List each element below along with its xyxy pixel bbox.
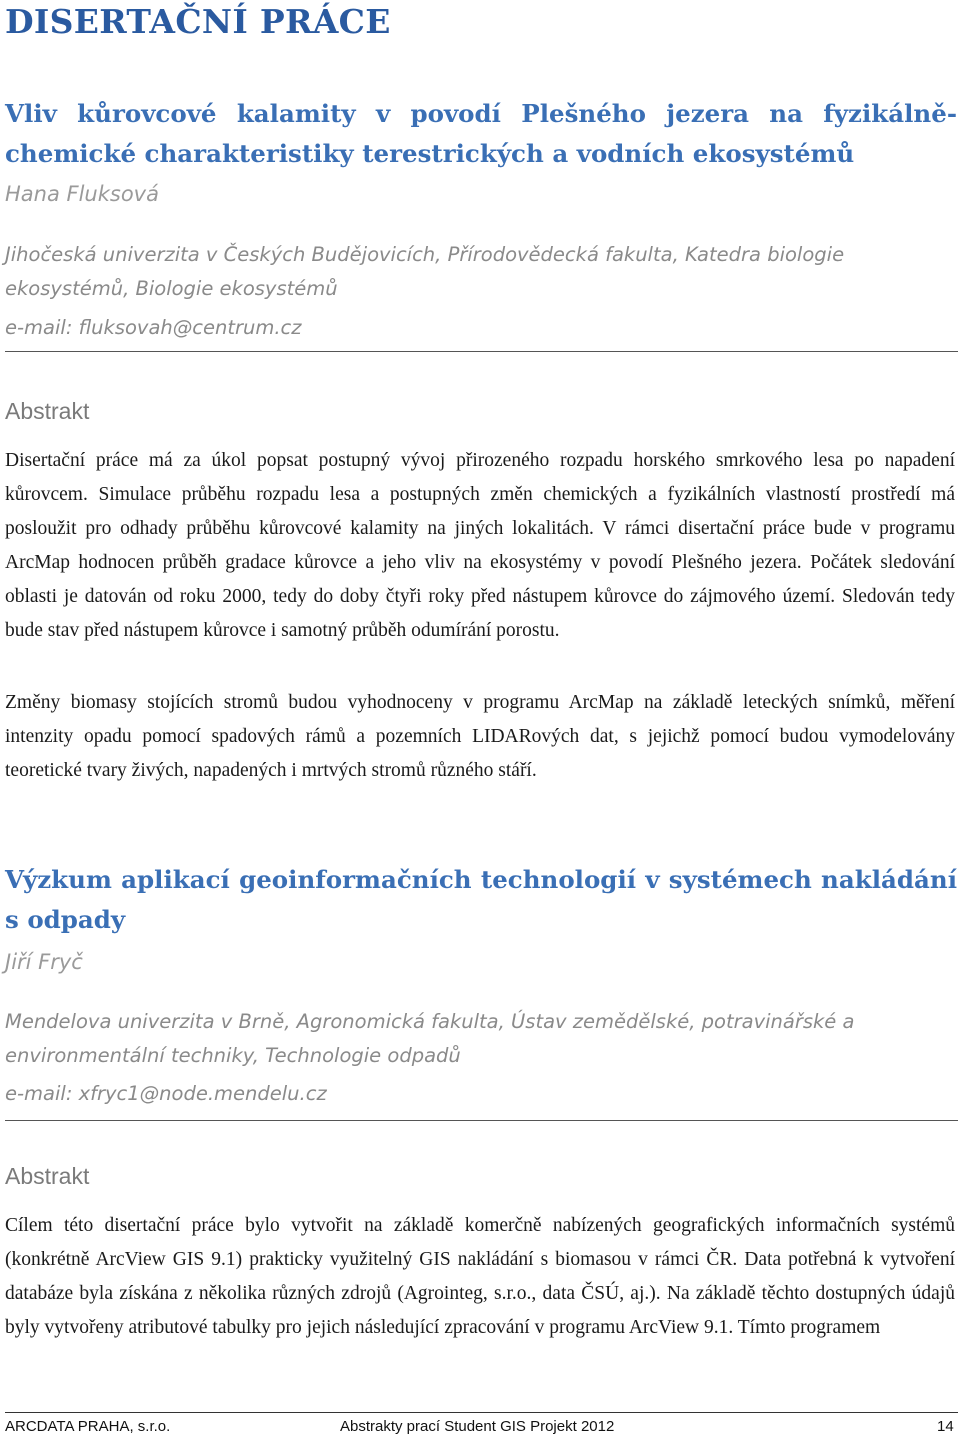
section-1-paragraph-1: Disertační práce má za úkol popsat postupný vývoj přirozeného rozpadu horského smrkového lesa po napadení kůrovcem. Simulace průběhu rozpadu lesa a postupných změn chemických a fyzikálních vlastností prostředí má posloužit pro odhady průběhu kůrovcové kalamity na jiných lokalitách. V rámci disertační práce bude v programu ArcMap hodnocen průběh gradace kůrovce a jeho vliv na ekosystémy v povodí Plešného jezera. Počátek sledování oblasti je datován od roku 2000, tedy do doby čtyři roky před nástupem kůrovce do zájmového území. Sledován tedy bude stav před nástupem kůrovce i samotný průběh odumírání porostu. xyxy=(5,450,955,641)
section-1-email[interactable]: e-mail: fluksovah@centrum.cz xyxy=(5,316,302,339)
section-1-author: Hana Fluksová xyxy=(5,182,159,206)
section-2-divider xyxy=(5,1120,958,1121)
section-1-paragraph-2: Změny biomasy stojících stromů budou vyhodnoceny v programu ArcMap na základě leteckých snímků, měření intenzity opadu pomocí spadových rámů a pozemních LIDARových dat, s jejichž pomocí budou vymodelovány teoretické tvary živých, napadených i mrtvých stromů různého stáří. xyxy=(5,692,955,781)
page-title: DISERTAČNÍ PRÁCE xyxy=(5,2,391,41)
footer-publication: Abstrakty prací Student GIS Projekt 2012 xyxy=(340,1418,615,1435)
section-2-email[interactable]: e-mail: xfryc1@node.mendelu.cz xyxy=(5,1082,327,1105)
section-1-divider xyxy=(5,351,958,352)
section-2-affiliation: Mendelova univerzita v Brně, Agronomická fakulta, Ústav zemědělské, potravinářské a environmentální techniky, Technologie odpadů xyxy=(5,1010,855,1067)
footer-publisher: ARCDATA PRAHA, s.r.o. xyxy=(5,1418,171,1435)
section-1-title: Vliv kůrovcové kalamity v povodí Plešného jezera na fyzikálně-chemické charakteristiky terestrických a vodních ekosystémů xyxy=(5,99,957,168)
footer-divider xyxy=(5,1412,958,1413)
section-2-abstract-heading: Abstrakt xyxy=(5,1163,90,1189)
section-2-title: Výzkum aplikací geoinformačních technologií v systémech nakládání s odpady xyxy=(5,865,957,934)
section-1-affiliation: Jihočeská univerzita v Českých Budějovicích, Přírodovědecká fakulta, Katedra biologie ekosystémů, Biologie ekosystémů xyxy=(5,243,845,300)
section-2-author: Jiří Fryč xyxy=(5,950,83,974)
section-2-paragraph-1: Cílem této disertační práce bylo vytvořit na základě komerčně nabízených geografických informačních systémů (konkrétně ArcView GIS 9.1) prakticky využitelný GIS nakládání s biomasou v rámci ČR. Data potřebná k vytvoření databáze byla získána z několika různých zdrojů (Agrointeg, s.r.o., data ČSÚ, aj.). Na základě těchto dostupných údajů byly vytvořeny atributové tabulky pro jejich následující zpracování v programu ArcView 9.1. Tímto programem xyxy=(5,1215,955,1338)
footer-page-number: 14 xyxy=(937,1418,954,1435)
section-1-abstract-heading: Abstrakt xyxy=(5,398,90,424)
